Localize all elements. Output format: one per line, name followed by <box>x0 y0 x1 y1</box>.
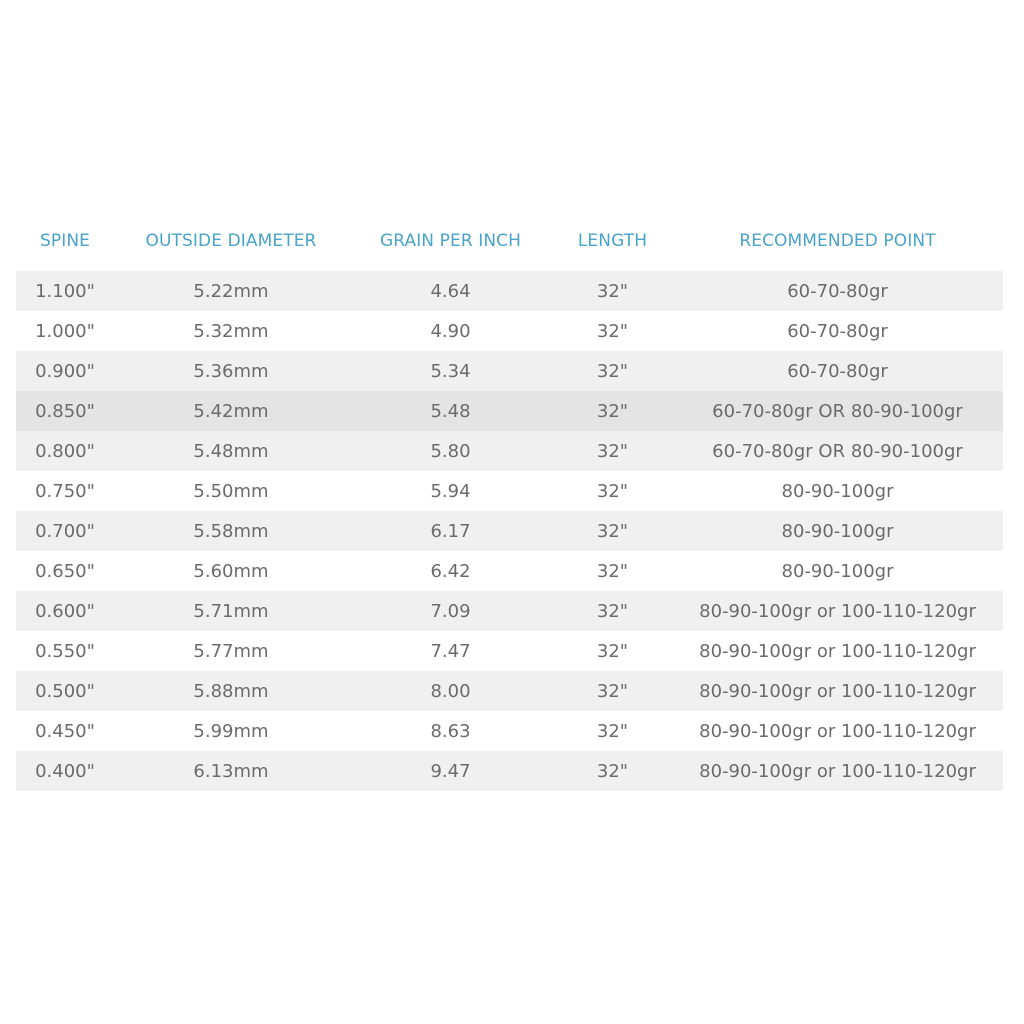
table-row <box>16 671 1003 711</box>
header-length: LENGTH <box>577 231 648 251</box>
length-cell: 32" <box>596 520 629 542</box>
spec-table <box>16 220 1003 791</box>
point-cell: 60-70-80gr OR 80-90-100gr <box>712 440 963 462</box>
gpi-cell: 7.47 <box>430 640 471 662</box>
point-cell: 80-90-100gr or 100-110-120gr <box>699 760 976 782</box>
point-cell: 80-90-100gr <box>781 480 894 502</box>
spine-cell: 0.750" <box>35 480 95 502</box>
spine-cell: 0.500" <box>35 680 95 702</box>
diameter-cell: 5.58mm <box>193 520 269 542</box>
gpi-cell: 8.00 <box>430 680 471 702</box>
spine-cell: 0.900" <box>35 360 95 382</box>
point-cell: 80-90-100gr or 100-110-120gr <box>699 680 976 702</box>
table-row <box>16 591 1003 631</box>
spine-cell: 0.600" <box>35 600 95 622</box>
diameter-cell: 5.71mm <box>193 600 269 622</box>
table-row <box>16 431 1003 471</box>
diameter-cell: 6.13mm <box>193 760 269 782</box>
table-row <box>16 631 1003 671</box>
table-row <box>16 471 1003 511</box>
diameter-cell: 5.88mm <box>193 680 269 702</box>
diameter-cell: 5.99mm <box>193 720 269 742</box>
spine-cell: 0.550" <box>35 640 95 662</box>
point-cell: 80-90-100gr or 100-110-120gr <box>699 640 976 662</box>
header-spine: SPINE <box>39 231 90 251</box>
gpi-cell: 5.48 <box>430 400 471 422</box>
point-cell: 80-90-100gr or 100-110-120gr <box>699 720 976 742</box>
table-header <box>16 220 1003 262</box>
diameter-cell: 5.48mm <box>193 440 269 462</box>
point-cell: 80-90-100gr or 100-110-120gr <box>699 600 976 622</box>
spine-cell: 0.450" <box>35 720 95 742</box>
table-row <box>16 311 1003 351</box>
gpi-cell: 5.94 <box>430 480 471 502</box>
point-cell: 60-70-80gr <box>787 280 888 302</box>
gpi-cell: 4.64 <box>430 280 471 302</box>
diameter-cell: 5.32mm <box>193 320 269 342</box>
diameter-cell: 5.77mm <box>193 640 269 662</box>
table-row <box>16 391 1003 431</box>
gpi-cell: 5.80 <box>430 440 471 462</box>
length-cell: 32" <box>596 400 629 422</box>
diameter-cell: 5.42mm <box>193 400 269 422</box>
table-row <box>16 351 1003 391</box>
spine-cell: 0.700" <box>35 520 95 542</box>
header-outside-diameter: OUTSIDE DIAMETER <box>145 231 317 251</box>
gpi-cell: 6.17 <box>430 520 471 542</box>
length-cell: 32" <box>596 360 629 382</box>
header-recommended-point: RECOMMENDED POINT <box>739 231 936 251</box>
length-cell: 32" <box>596 560 629 582</box>
spine-cell: 0.800" <box>35 440 95 462</box>
gpi-cell: 6.42 <box>430 560 471 582</box>
diameter-cell: 5.36mm <box>193 360 269 382</box>
length-cell: 32" <box>596 680 629 702</box>
point-cell: 60-70-80gr OR 80-90-100gr <box>712 400 963 422</box>
table-row <box>16 271 1003 311</box>
spine-cell: 1.100" <box>35 280 95 302</box>
length-cell: 32" <box>596 440 629 462</box>
length-cell: 32" <box>596 640 629 662</box>
point-cell: 60-70-80gr <box>787 360 888 382</box>
gpi-cell: 4.90 <box>430 320 471 342</box>
length-cell: 32" <box>596 480 629 502</box>
table-row <box>16 711 1003 751</box>
length-cell: 32" <box>596 320 629 342</box>
table-row <box>16 751 1003 791</box>
spine-cell: 0.650" <box>35 560 95 582</box>
diameter-cell: 5.50mm <box>193 480 269 502</box>
point-cell: 80-90-100gr <box>781 560 894 582</box>
length-cell: 32" <box>596 280 629 302</box>
table-row <box>16 511 1003 551</box>
gpi-cell: 5.34 <box>430 360 471 382</box>
spine-cell: 0.400" <box>35 760 95 782</box>
gpi-cell: 9.47 <box>430 760 471 782</box>
length-cell: 32" <box>596 720 629 742</box>
length-cell: 32" <box>596 600 629 622</box>
gpi-cell: 7.09 <box>430 600 471 622</box>
table-row <box>16 551 1003 591</box>
header-grain-per-inch: GRAIN PER INCH <box>379 231 522 251</box>
diameter-cell: 5.60mm <box>193 560 269 582</box>
point-cell: 80-90-100gr <box>781 520 894 542</box>
gpi-cell: 8.63 <box>430 720 471 742</box>
length-cell: 32" <box>596 760 629 782</box>
spine-cell: 0.850" <box>35 400 95 422</box>
diameter-cell: 5.22mm <box>193 280 269 302</box>
point-cell: 60-70-80gr <box>787 320 888 342</box>
spine-cell: 1.000" <box>35 320 95 342</box>
